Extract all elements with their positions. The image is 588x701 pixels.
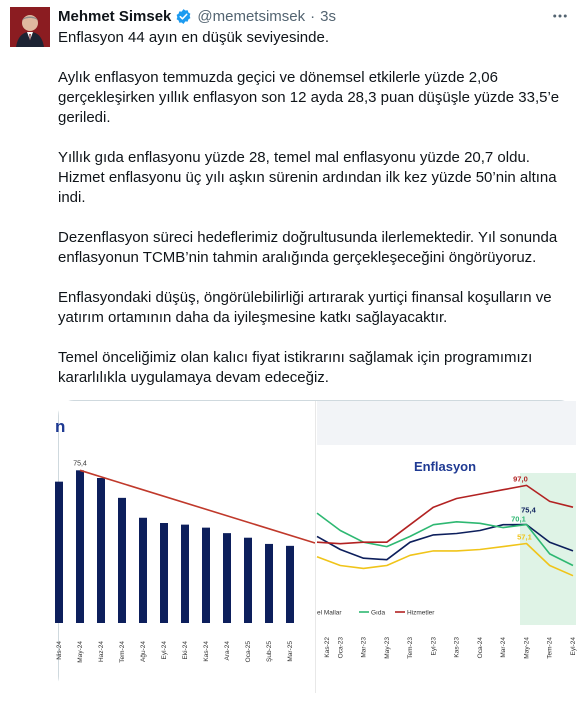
line-tick-label: Oca-24	[476, 637, 484, 659]
bar	[202, 528, 210, 623]
line-tick-label: Mar-24	[500, 637, 508, 658]
tweet-paragraph: Aylık enflasyon temmuzda geçici ve dönemsel etkilerle yüzde 2,06 gerçekleşirken yıllık enflasyon son 12 ayda 28,3 puan düşüşle yüzde 33,5’e geriledi.	[58, 69, 560, 126]
avatar-image	[10, 7, 50, 47]
legend-label: el Mallar	[317, 609, 342, 617]
bar	[223, 533, 231, 623]
line-tick-label: Eyl-24	[570, 637, 577, 656]
bar-tick-label: Mar-25	[287, 641, 294, 662]
bar-tick-label: Şub-25	[266, 641, 273, 662]
chart-top-band	[317, 401, 576, 445]
line-tick-label: Mar-23	[360, 637, 368, 658]
bar-tick-label: Eyl-24	[161, 641, 168, 660]
line-tick-label: Kas-23	[453, 637, 461, 658]
bar	[160, 523, 168, 623]
bar-data-label: 75,4	[73, 460, 87, 468]
more-dots-icon[interactable]	[550, 6, 570, 26]
bar	[181, 525, 189, 623]
bar	[97, 478, 105, 623]
media-svg	[55, 401, 577, 693]
line-data-label: 70,1	[511, 514, 526, 524]
bar	[139, 518, 147, 623]
line-tick-label: Tem-24	[546, 637, 554, 659]
bar	[244, 538, 252, 623]
line-tick-label: Eyl-23	[430, 637, 438, 656]
line-tick-label: Tem-23	[407, 637, 415, 659]
line-tick-label: May-24	[523, 637, 531, 659]
bar-tick-label: Tem-24	[119, 641, 126, 663]
tweet-paragraph: Temel önceliğimiz olan kalıcı fiyat istikrarını sağlamak için programımızı kararlılıkla uygulamaya devam edeceğiz.	[58, 349, 533, 386]
line-data-label: 75,4	[521, 505, 536, 515]
bar-tick-label: May-24	[77, 641, 84, 663]
left-chart-title: n	[55, 417, 66, 436]
line-data-label: 97,0	[513, 474, 528, 484]
line-tick-label: Oca-23	[337, 637, 345, 659]
tweet-header	[58, 6, 336, 26]
tweet-media[interactable]	[55, 400, 577, 692]
bar-tick-label: Oca-25	[245, 641, 252, 663]
tweet-text	[58, 28, 578, 408]
separator-dot: ·	[310, 7, 316, 25]
line-tick-label: May-23	[383, 637, 391, 659]
bar	[76, 470, 84, 623]
legend-label: Hizmetler	[407, 609, 435, 617]
bar-tick-label: Nis-24	[56, 641, 63, 660]
right-chart-title: Enflasyon	[413, 459, 477, 474]
legend-label: Gıda	[371, 609, 386, 617]
author-name[interactable]: Mehmet Simsek	[58, 7, 172, 25]
line-tick-label: Kas-22	[324, 637, 331, 658]
bar-tick-label: Eki-24	[182, 641, 189, 660]
avatar[interactable]	[10, 7, 50, 47]
bar	[118, 498, 126, 623]
bar-tick-label: Haz-24	[98, 641, 105, 662]
bar-tick-label: Ara-24	[224, 641, 231, 661]
bar	[286, 546, 294, 623]
timestamp[interactable]: 3s	[320, 7, 336, 25]
bar-tick-label: Kas-24	[203, 641, 210, 662]
bar	[55, 482, 63, 623]
tweet-paragraph: Yıllık gıda enflasyonu yüzde 28, temel mal enflasyonu yüzde 20,7 oldu. Hizmet enflasyonu üç yılı aşkın sürenin ardından ilk kez yüzde 50’nin altına indi.	[58, 149, 557, 206]
verified-badge-icon	[175, 8, 192, 25]
bar-tick-label: Ağu-24	[140, 641, 147, 662]
tweet-paragraph: Enflasyon 44 ayın en düşük seviyesinde.	[58, 29, 330, 46]
tweet-paragraph: Dezenflasyon süreci hedeflerimiz doğrultusunda ilerlemektedir. Yıl sonunda enflasyonun TCMB’nin tahmin aralığında gerçekleşeceğini öngörüyoruz.	[58, 229, 558, 266]
bar	[265, 544, 273, 623]
tweet-paragraph: Enflasyondaki düşüş, öngörülebilirliği artırarak yurtiçi finansal koşulların ve yatırım ortamının daha da iyileşmesine katkı sağlayacaktır.	[58, 289, 552, 326]
author-handle[interactable]: @memetsimsek	[197, 7, 306, 25]
line-data-label: 57,1	[517, 532, 532, 542]
